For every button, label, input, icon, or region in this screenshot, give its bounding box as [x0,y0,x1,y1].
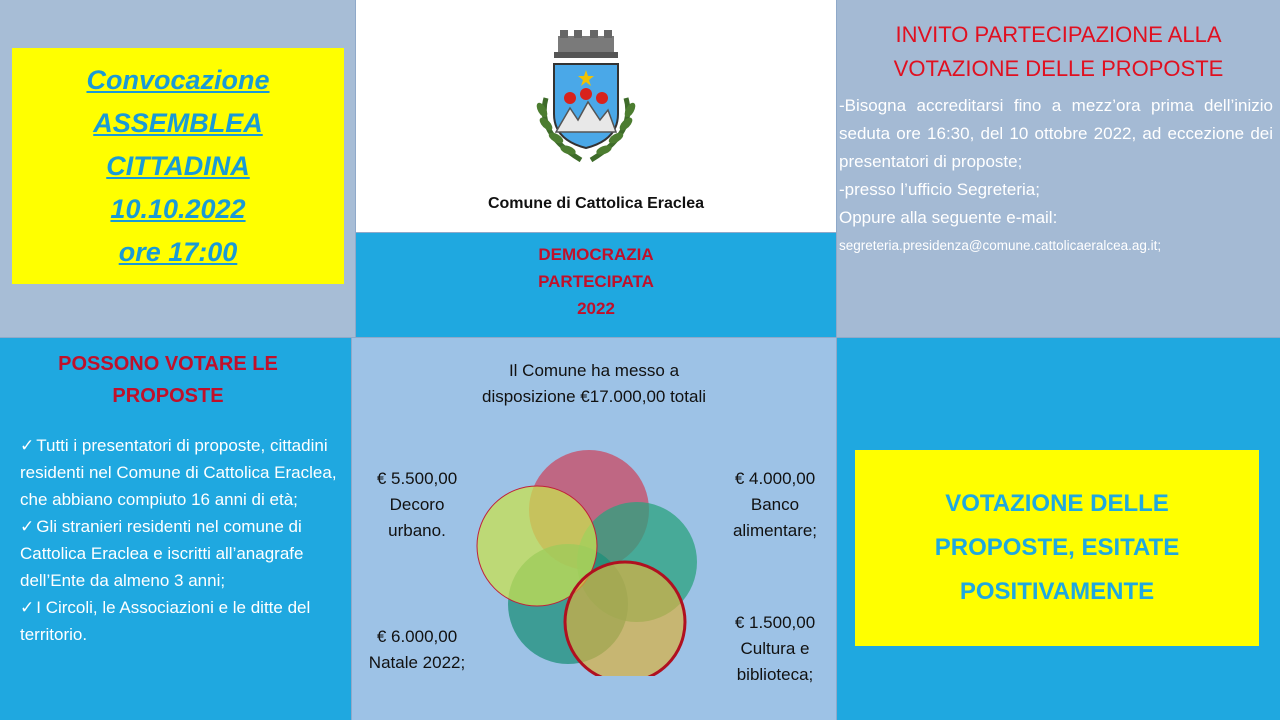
list-item-text: Tutti i presentatori di proposte, cittadini residenti nel Comune di Cattolica Eraclea, che abbiano compiuto 16 anni di età; [20,436,337,509]
program-title-line: PARTECIPATA [538,272,654,291]
convocation-time: ore 17:00 [118,236,238,267]
program-title [356,241,836,322]
budget-label: Natale 2022; [368,653,466,672]
budget-area-banco [710,466,840,544]
convocation-panel [0,0,355,337]
convocation-box [12,48,344,284]
budget-label: biblioteca; [736,665,814,684]
voters-panel [0,338,351,720]
budget-amount: € 5.500,00 [376,469,458,488]
budget-area-cultura [710,610,840,688]
convocation-line: Convocazione [86,64,270,95]
budget-label: Banco [750,495,800,514]
list-item [20,513,350,594]
venn-circle-bottom-right [565,562,685,676]
list-item [20,432,350,513]
budget-area-natale [352,624,482,676]
voters-list [20,432,350,648]
invitation-title-line: INVITO PARTECIPAZIONE ALLA [895,22,1222,47]
program-year: 2022 [577,299,615,318]
list-item-text: I Circoli, le Associazioni e le ditte del territorio. [20,598,311,644]
invitation-paragraph: -presso l’ufficio Segreteria; [839,180,1040,199]
budget-label: Decoro [389,495,445,514]
program-panel [356,233,836,337]
voters-title-line: POSSONO VOTARE LE [58,353,278,375]
result-line: VOTAZIONE DELLE [945,490,1169,517]
program-title-line: DEMOCRAZIA [538,245,654,264]
result-box [855,450,1259,646]
budget-label: Cultura e [740,639,810,658]
invitation-body [839,92,1273,260]
municipality-name: Comune di Cattolica Eraclea [487,195,705,212]
convocation-line: ASSEMBLEA [93,107,263,138]
result-line: PROPOSTE, ESITATE [934,534,1180,561]
budget-label: alimentare; [732,521,818,540]
budget-amount: € 4.000,00 [734,469,816,488]
budget-area-decoro [352,466,482,544]
municipality-crest-icon [516,28,656,168]
check-icon: ✓ [20,598,35,617]
budget-amount: € 6.000,00 [376,627,458,646]
result-panel [837,338,1280,720]
convocation-date: 10.10.2022 [110,193,246,224]
budget-label: urbano. [388,521,446,540]
list-item-text: Gli stranieri residenti nel comune di Cattolica Eraclea e iscritti all’anagrafe dell’Ente da almeno 3 anni; [20,517,304,590]
invitation-email-link[interactable]: segreteria.presidenza@comune.cattolicaeralcea.ag.it; [839,238,1162,253]
invitation-paragraph: -Bisogna accreditarsi fino a mezz’ora prima dell’inizio seduta ore 16:30, del 10 ottobre 2022, ad eccezione dei presentatori di proposte; [839,96,1273,171]
budget-amount: € 1.500,00 [734,613,816,632]
check-icon: ✓ [20,517,35,536]
invitation-title [837,18,1280,86]
check-icon: ✓ [20,436,35,455]
voters-title [18,348,318,412]
invitation-panel [837,0,1280,337]
budget-intro: Il Comune ha messo a disposizione €17.000,00 totali [482,361,706,406]
list-item [20,594,350,648]
budget-venn-diagram [467,446,697,676]
invitation-paragraph: Oppure alla seguente e-mail: [839,208,1058,227]
invitation-title-line: VOTAZIONE DELLE PROPOSTE [893,56,1224,81]
result-line: POSITIVAMENTE [959,578,1155,605]
convocation-line: CITTADINA [106,150,250,181]
municipality-panel [356,0,836,232]
budget-panel [352,338,836,720]
voters-title-line: PROPOSTE [112,385,224,407]
